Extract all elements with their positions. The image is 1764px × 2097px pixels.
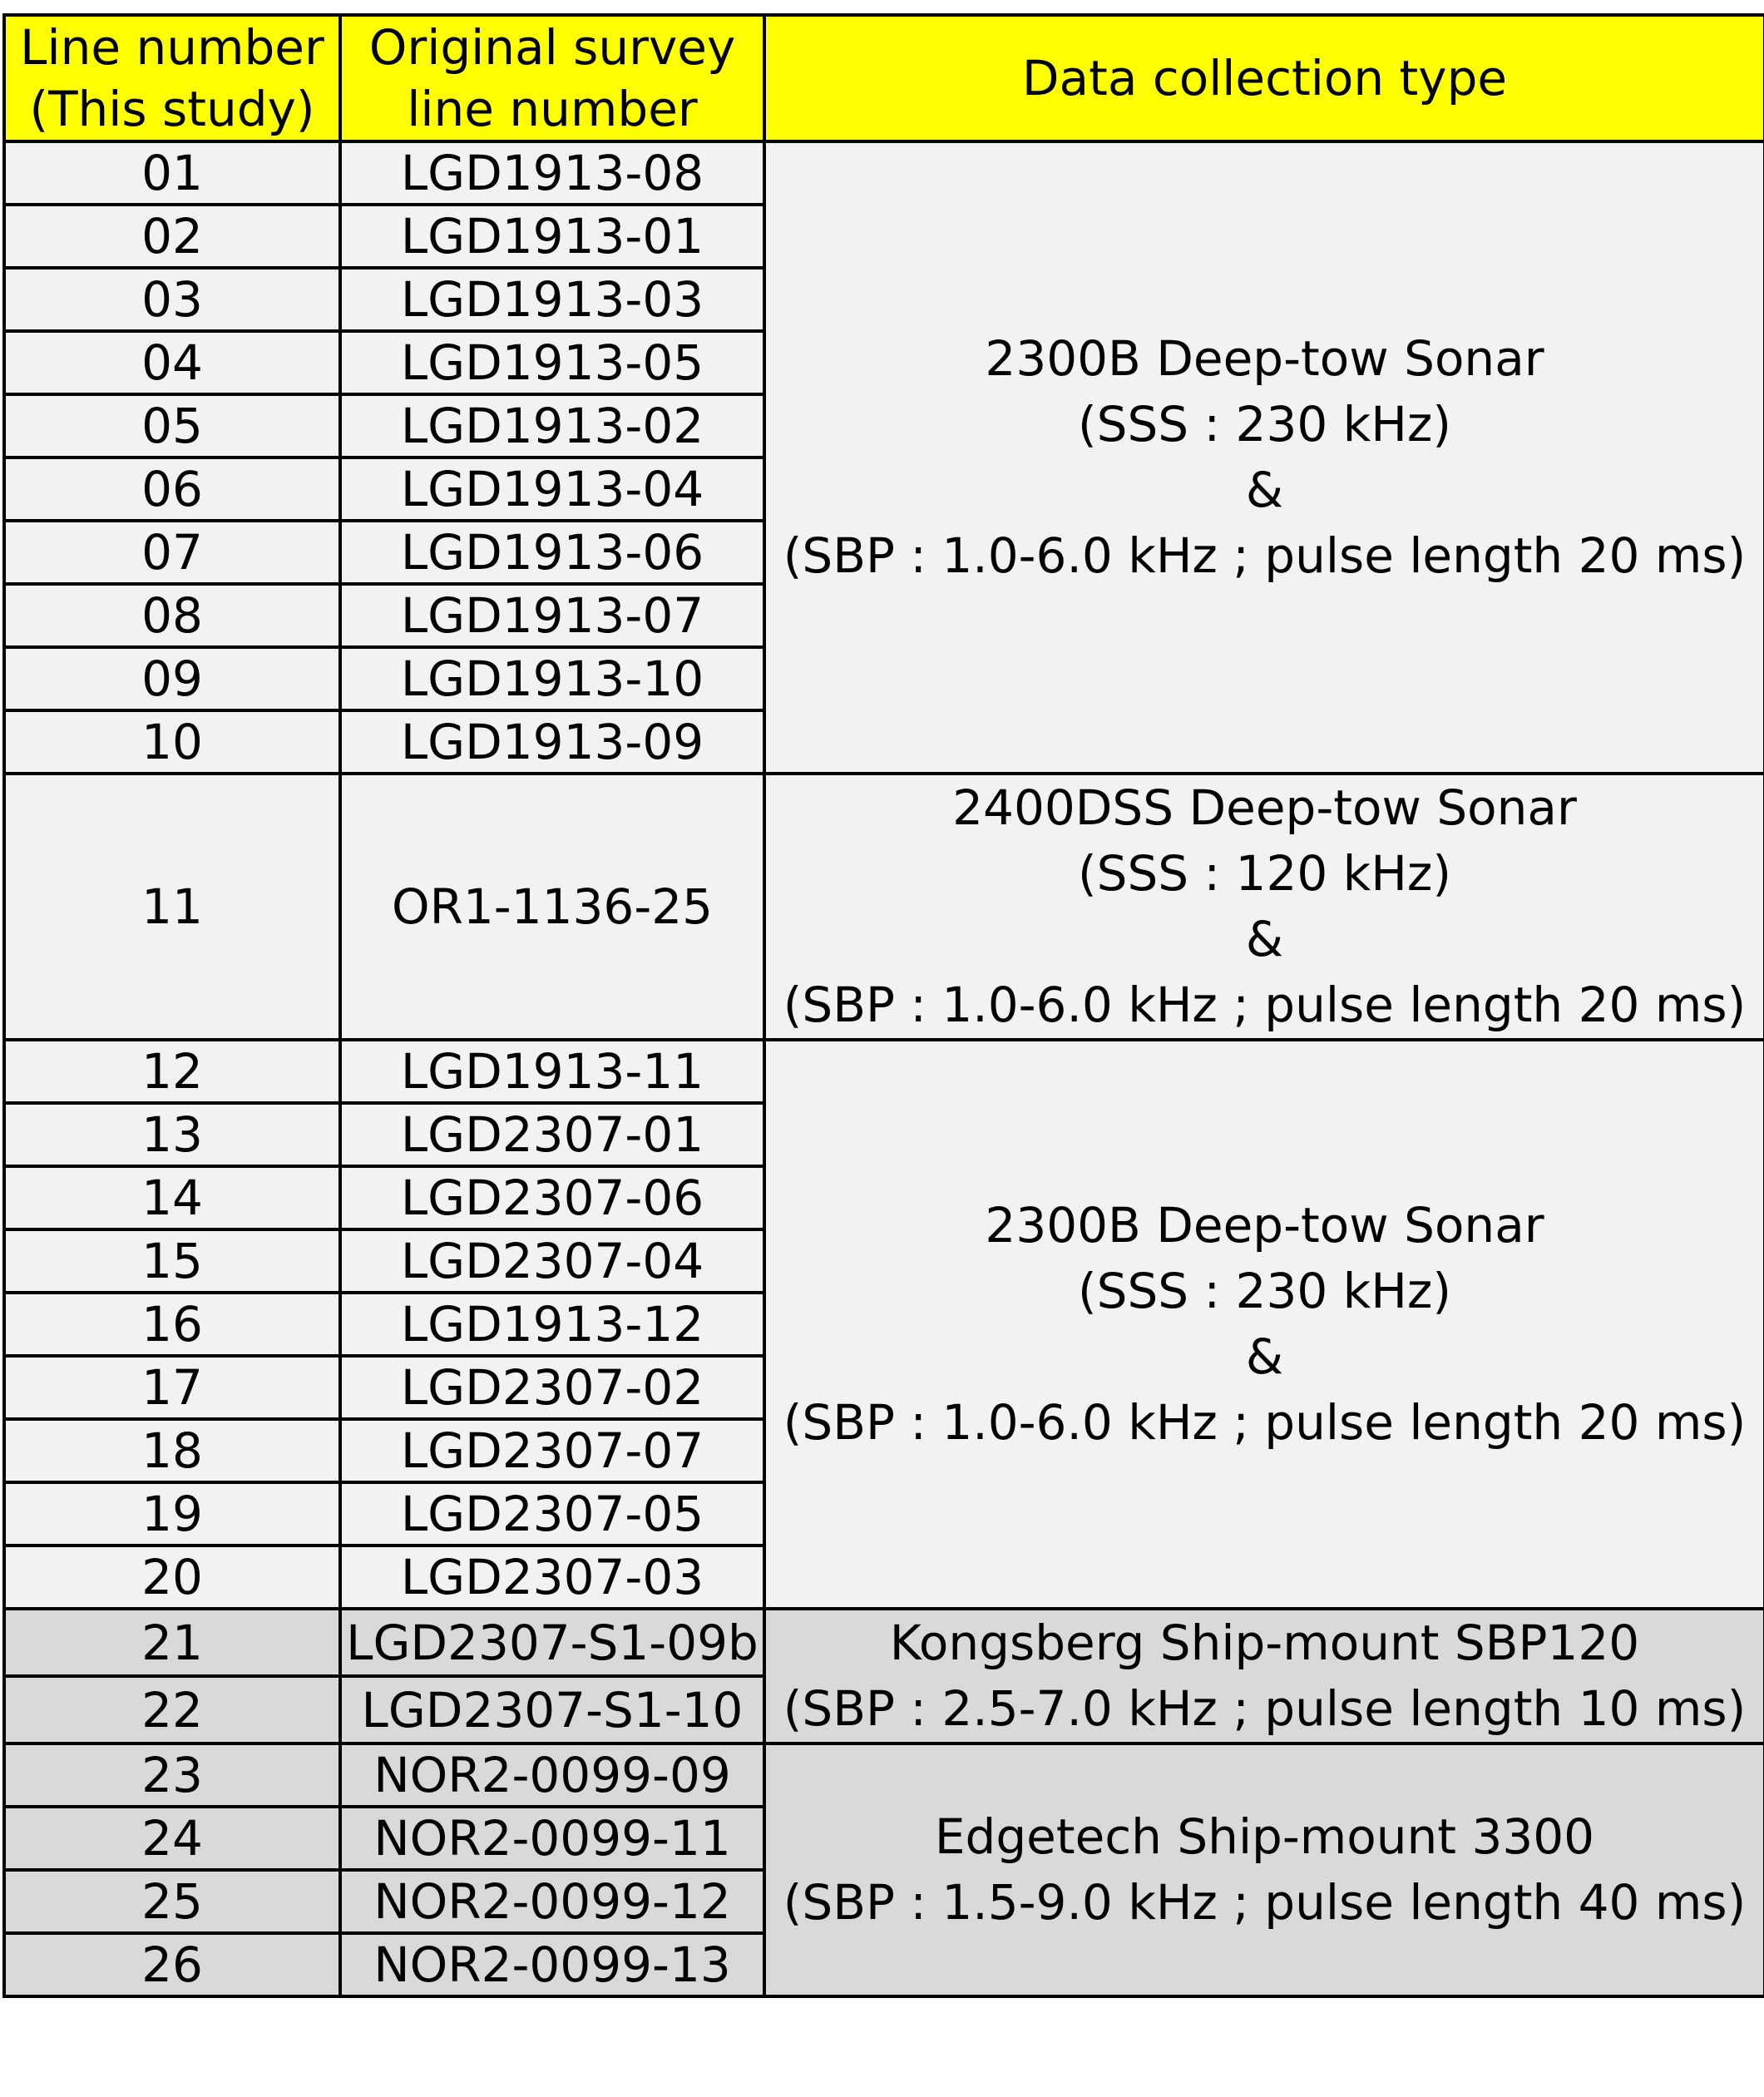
- original-line-cell: NOR2-0099-12: [340, 1870, 764, 1933]
- table-row: [4, 774, 1764, 1040]
- data-type-text: &: [1245, 462, 1284, 518]
- line-number-cell: 13: [4, 1103, 340, 1166]
- table-row: [4, 1040, 1764, 1103]
- data-type-text: (SBP : 1.0-6.0 kHz ; pulse length 20 ms): [783, 527, 1747, 584]
- line-number-cell: 22: [4, 1676, 340, 1743]
- line-number-cell: 23: [4, 1743, 340, 1807]
- original-line-cell: NOR2-0099-09: [340, 1743, 764, 1807]
- header-line-number-line2: (This study): [29, 81, 315, 137]
- original-line-cell: LGD2307-07: [340, 1419, 764, 1482]
- line-number-cell: 08: [4, 584, 340, 647]
- header-line-number-line1: Line number: [20, 19, 324, 76]
- line-number-cell: 18: [4, 1419, 340, 1482]
- original-line-cell: LGD1913-10: [340, 647, 764, 710]
- data-type-text: 2400DSS Deep-tow Sonar: [952, 779, 1577, 836]
- original-line-cell: LGD1913-05: [340, 331, 764, 394]
- line-number-cell: 04: [4, 331, 340, 394]
- data-type-text: Edgetech Ship-mount 3300: [934, 1808, 1595, 1865]
- original-line-cell: LGD1913-08: [340, 141, 764, 205]
- original-line-cell: LGD2307-04: [340, 1229, 764, 1293]
- line-number-cell: 26: [4, 1933, 340, 1996]
- data-type-text: (SSS : 230 kHz): [1078, 1263, 1451, 1319]
- data-type-text: (SSS : 120 kHz): [1078, 845, 1451, 902]
- data-type-text: 2300B Deep-tow Sonar: [985, 330, 1544, 387]
- header-row: [4, 15, 1764, 141]
- line-number-cell: 12: [4, 1040, 340, 1103]
- original-line-cell: LGD1913-11: [340, 1040, 764, 1103]
- data-type-text: (SBP : 1.0-6.0 kHz ; pulse length 20 ms): [783, 1394, 1747, 1451]
- survey-line-table: [2, 13, 1764, 1998]
- data-type-cell-group-5: [764, 1743, 1764, 1996]
- line-number-cell: 19: [4, 1482, 340, 1546]
- original-line-cell: LGD2307-S1-09b: [340, 1609, 764, 1676]
- table-row: [4, 1743, 1764, 1807]
- header-original-line2: line number: [407, 81, 698, 137]
- original-line-cell: LGD1913-02: [340, 394, 764, 457]
- line-number-cell: 10: [4, 710, 340, 774]
- line-number-cell: 25: [4, 1870, 340, 1933]
- original-line-cell: LGD1913-03: [340, 268, 764, 331]
- header-original-line1: Original survey: [368, 19, 736, 76]
- line-number-cell: 09: [4, 647, 340, 710]
- header-original-survey-line: [340, 15, 764, 141]
- original-line-cell: OR1-1136-25: [340, 774, 764, 1040]
- original-line-cell: LGD2307-01: [340, 1103, 764, 1166]
- data-type-text: (SSS : 230 kHz): [1078, 396, 1451, 453]
- original-line-cell: LGD1913-04: [340, 457, 764, 521]
- original-line-cell: LGD1913-01: [340, 205, 764, 268]
- original-line-cell: LGD2307-02: [340, 1356, 764, 1419]
- line-number-cell: 21: [4, 1609, 340, 1676]
- data-type-cell-group-1: [764, 141, 1764, 774]
- original-line-cell: LGD2307-03: [340, 1546, 764, 1609]
- line-number-cell: 14: [4, 1166, 340, 1229]
- data-type-cell-group-4: [764, 1609, 1764, 1743]
- data-type-cell-group-3: [764, 1040, 1764, 1609]
- data-type-text: (SBP : 1.0-6.0 kHz ; pulse length 20 ms): [783, 977, 1747, 1033]
- line-number-cell: 02: [4, 205, 340, 268]
- table-row: [4, 141, 1764, 205]
- original-line-cell: LGD1913-07: [340, 584, 764, 647]
- line-number-cell: 03: [4, 268, 340, 331]
- data-type-text: (SBP : 2.5-7.0 kHz ; pulse length 10 ms): [783, 1680, 1747, 1737]
- table-row: [4, 1609, 1764, 1676]
- original-line-cell: NOR2-0099-13: [340, 1933, 764, 1996]
- data-type-text: 2300B Deep-tow Sonar: [985, 1197, 1544, 1254]
- line-number-cell: 06: [4, 457, 340, 521]
- line-number-cell: 24: [4, 1807, 340, 1870]
- line-number-cell: 15: [4, 1229, 340, 1293]
- line-number-cell: 11: [4, 774, 340, 1040]
- line-number-cell: 20: [4, 1546, 340, 1609]
- line-number-cell: 01: [4, 141, 340, 205]
- data-type-text: &: [1245, 1328, 1284, 1385]
- original-line-cell: LGD2307-05: [340, 1482, 764, 1546]
- original-line-cell: LGD2307-06: [340, 1166, 764, 1229]
- data-type-text: Kongsberg Ship-mount SBP120: [889, 1615, 1640, 1671]
- original-line-cell: LGD1913-09: [340, 710, 764, 774]
- data-type-cell-group-2: [764, 774, 1764, 1040]
- line-number-cell: 16: [4, 1293, 340, 1356]
- header-data-collection-type: Data collection type: [764, 15, 1764, 141]
- original-line-cell: LGD1913-06: [340, 521, 764, 584]
- original-line-cell: LGD1913-12: [340, 1293, 764, 1356]
- original-line-cell: NOR2-0099-11: [340, 1807, 764, 1870]
- data-type-text: (SBP : 1.5-9.0 kHz ; pulse length 40 ms): [783, 1874, 1747, 1931]
- header-line-number: [4, 15, 340, 141]
- line-number-cell: 17: [4, 1356, 340, 1419]
- original-line-cell: LGD2307-S1-10: [340, 1676, 764, 1743]
- line-number-cell: 05: [4, 394, 340, 457]
- line-number-cell: 07: [4, 521, 340, 584]
- data-type-text: &: [1245, 911, 1284, 967]
